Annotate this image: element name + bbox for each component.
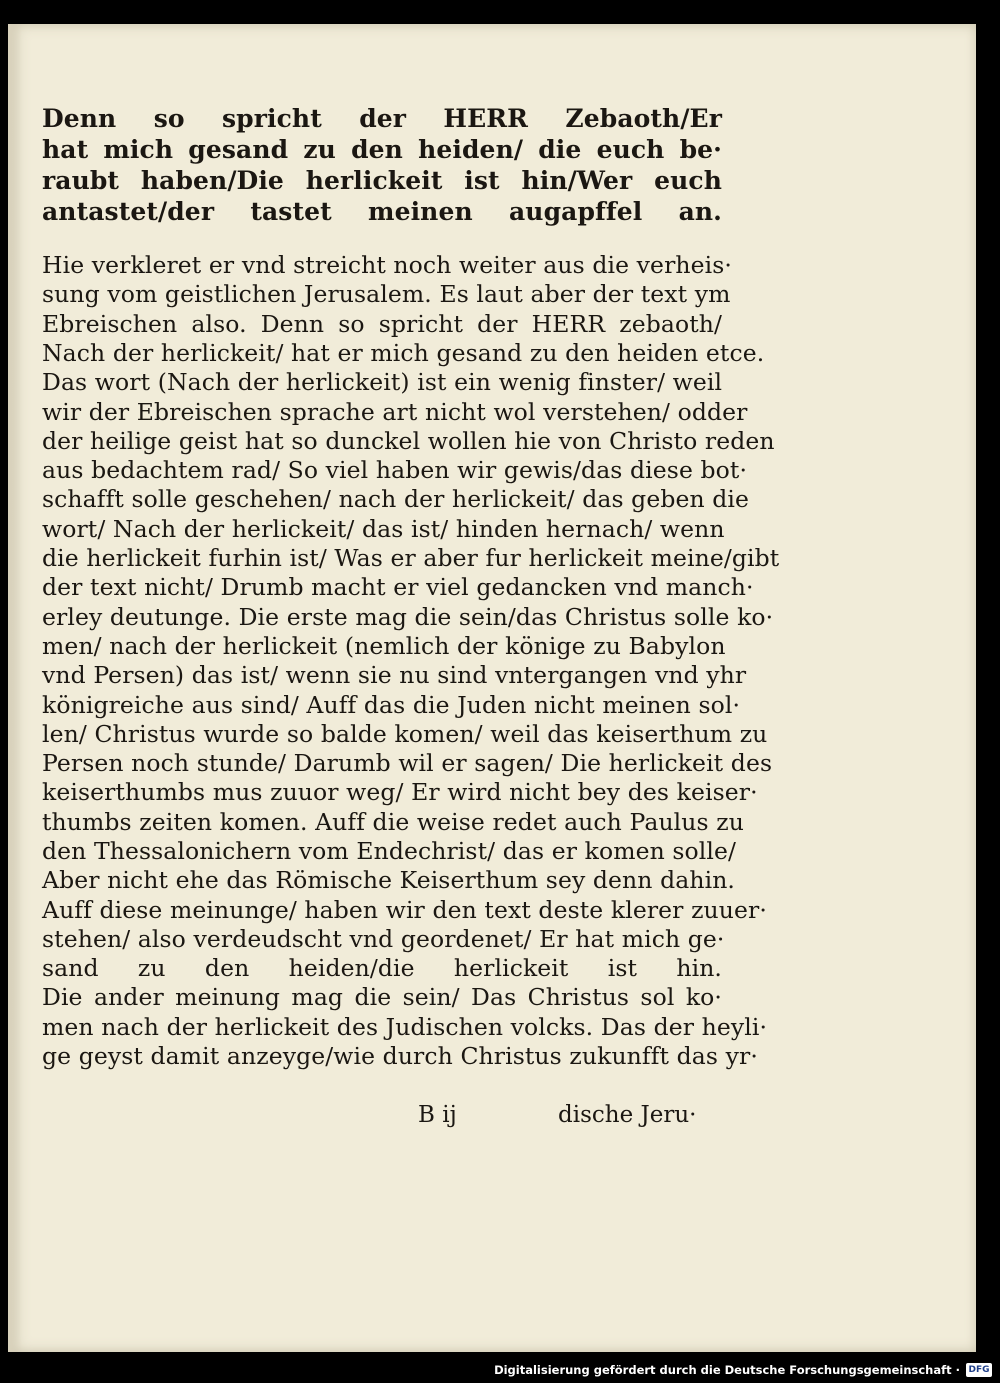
text-line: vnd Persen) das ist/ wenn sie nu sind vntergangen vnd yhr — [42, 661, 747, 690]
dfg-logo: DFG — [966, 1363, 992, 1377]
text-line: die herlickeit furhin ist/ Was er aber fur herlickeit meine/gibt — [42, 544, 780, 572]
text-line: den Thessalonichern vom Endechrist/ das er komen solle/ — [42, 837, 737, 865]
text-line: der text nicht/ Drumb macht er viel gedancken vnd manch· — [42, 573, 754, 602]
text-line: men nach der herlickeit des Judischen volcks. Das der heyli· — [42, 1012, 768, 1041]
text-line: Hie verkleret er vnd streicht noch weiter aus die verheis· — [42, 251, 732, 279]
text-line: Die ander meinung mag die sein/ Das Christus sol ko· — [42, 983, 722, 1011]
text-line: raubt haben/Die herlickeit ist hin/Wer euch — [42, 166, 722, 195]
text-line: stehen/ also verdeudscht vnd geordenet/ Er hat mich ge· — [42, 924, 725, 953]
funding-credit: Digitalisierung gefördert durch die Deutsche Forschungsgemeinschaft · — [494, 1363, 960, 1377]
text-line: Ebreischen also. Denn so spricht der HERR zebaoth/ — [42, 309, 722, 338]
catchword: dische Jeru· — [558, 1102, 697, 1128]
text-line: Auff diese meinunge/ haben wir den text deste klerer zuuer· — [42, 895, 767, 924]
text-line: Nach der herlickeit/ hat er mich gesand zu den heiden etce. — [42, 338, 765, 367]
text-line: Denn so spricht der HERR Zebaoth/Er — [42, 104, 722, 133]
text-line: sung vom geistlichen Jerusalem. Es laut aber der text ym — [42, 280, 731, 309]
page-footer-line — [418, 1102, 728, 1136]
text-line: erley deutunge. Die erste mag die sein/das Christus solle ko· — [42, 602, 774, 631]
text-line: der heilige geist hat so dunckel wollen hie von Christo reden — [42, 426, 775, 455]
text-line: len/ Christus wurde so balde komen/ weil das keiserthum zu — [42, 719, 768, 748]
text-line: aus bedachtem rad/ So viel haben wir gewis/das diese bot· — [42, 456, 748, 485]
text-line: men/ nach der herlickeit (nemlich der könige zu Babylon — [42, 631, 726, 660]
text-line: wir der Ebreischen sprache art nicht wol verstehen/ odder — [42, 397, 748, 426]
text-line: Persen noch stunde/ Darumb wil er sagen/ Die herlickeit des — [42, 749, 773, 778]
text-line: schafft solle geschehen/ nach der herlickeit/ das geben die — [42, 485, 750, 514]
signature-mark: B ij — [418, 1102, 457, 1128]
text-line: Das wort (Nach der herlickeit) ist ein wenig finster/ weil — [42, 368, 723, 397]
text-line: königreiche aus sind/ Auff das die Juden nicht meinen sol· — [42, 690, 741, 719]
text-line: keiserthumbs mus zuuor weg/ Er wird nicht bey des keiser· — [42, 778, 758, 807]
text-line: sand zu den heiden/die herlickeit ist hin. — [42, 954, 722, 983]
digitization-footer — [0, 1358, 1000, 1383]
text-line: antastet/der tastet meinen augapffel an. — [42, 197, 722, 226]
text-line: thumbs zeiten komen. Auff die weise redet auch Paulus zu — [42, 807, 744, 836]
text-line: Aber nicht ehe das Römische Keiserthum sey denn dahin. — [42, 866, 735, 895]
text-line: hat mich gesand zu den heiden/ die euch be· — [42, 135, 722, 164]
book-page — [8, 24, 976, 1352]
text-line: ge geyst damit anzeyge/wie durch Christus zukunfft das yr· — [42, 1042, 758, 1070]
text-line: wort/ Nach der herlickeit/ das ist/ hinden hernach/ wenn — [42, 514, 725, 543]
